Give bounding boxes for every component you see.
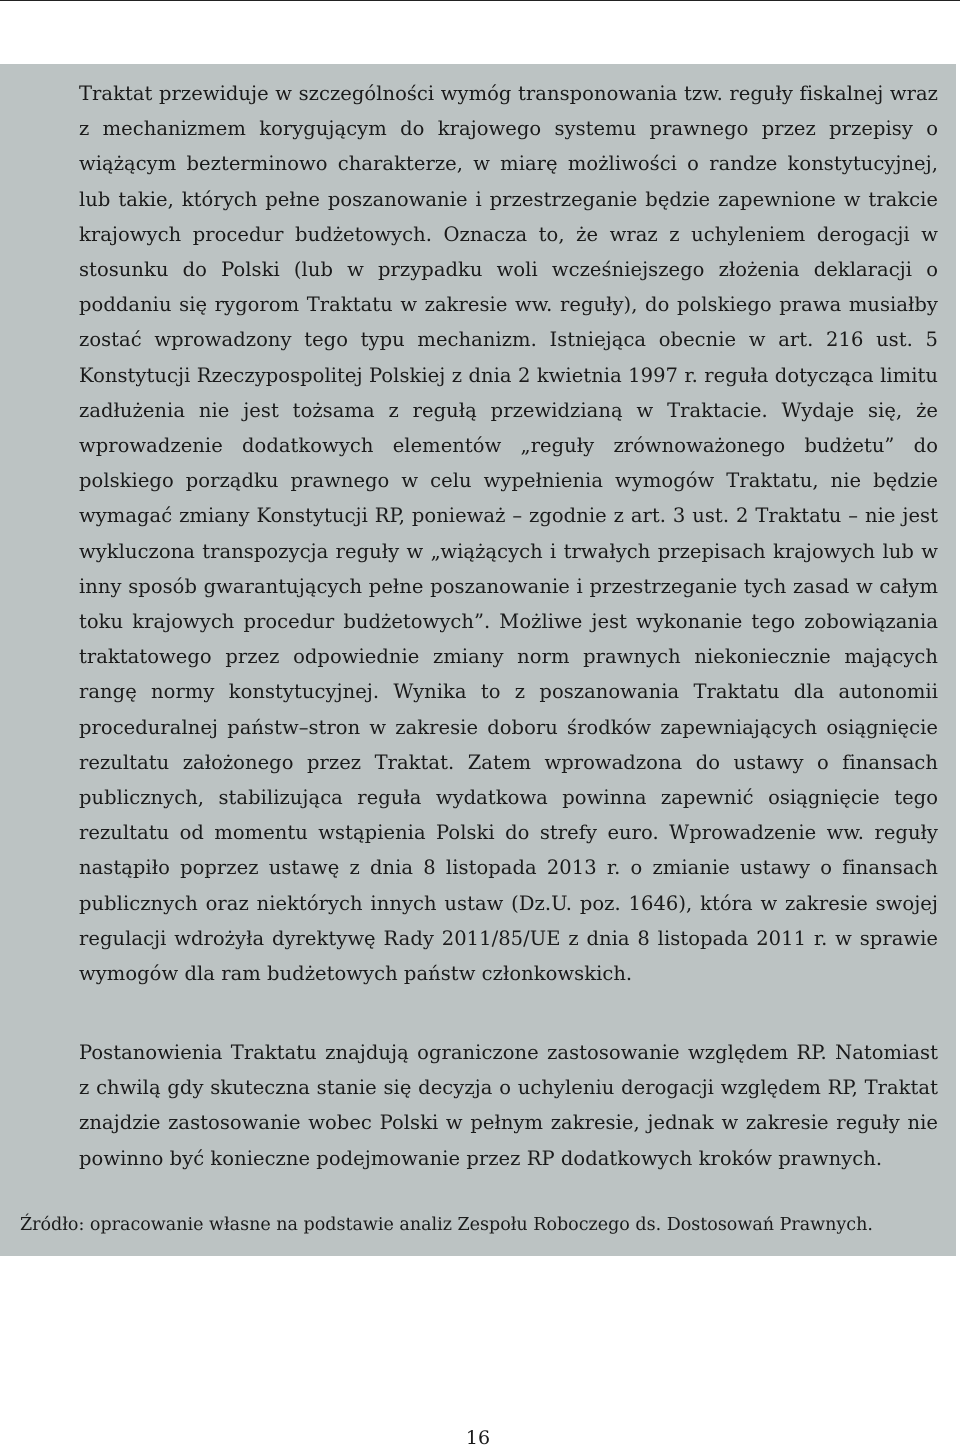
source-note: Źródło: opracowanie własne na podstawie analiz Zespołu Roboczego ds. Dostosowań Prawnych. bbox=[20, 1215, 873, 1235]
top-rule bbox=[0, 0, 960, 1]
page-number: 16 bbox=[465, 1427, 491, 1449]
box-paragraph-2: Postanowienia Traktatu znajdują ograniczone zastosowanie względem RP. Natomiast z chwilą gdy skuteczna stanie się decyzja o uchyleniu derogacji względem RP, Traktat znajdzie zastosowanie wobec Polski w pełnym zakresie, jednak w zakresie reguły nie powinno być konieczne podejmowanie przez RP dodatkowych kroków prawnych. bbox=[79, 1041, 938, 1170]
box-paragraph-1: Traktat przewiduje w szczególności wymóg transponowania tzw. reguły fiskalnej wraz z mechanizmem korygującym do krajowego systemu prawnego przez przepisy o wiążącym bezterminowo charakterze, w miarę możliwości o randze konstytucyjnej, lub takie, których pełne poszanowanie i przestrzeganie będzie zapewnione w trakcie krajowych procedur budżetowych. Oznacza to, że wraz z uchyleniem derogacji w stosunku do Polski (lub w przypadku woli wcześniejszego złożenia deklaracji o poddaniu się rygorom Traktatu w zakresie ww. reguły), do polskiego prawa musiałby zostać wprowadzony tego typu mechanizm. Istniejąca obecnie w art. 216 ust. 5 Konstytucji Rzeczypospolitej Polskiej z dnia 2 kwietnia 1997 r. reguła dotycząca limitu zadłużenia nie jest tożsama z regułą przewidzianą w Traktacie. Wydaje się, że wprowadzenie dodatkowych elementów „reguły zrównoważonego budżetu” do polskiego porządku prawnego w celu wypełnienia wymogów Traktatu, nie będzie wymagać zmiany Konstytucji RP, ponieważ – zgodnie z art. 3 ust. 2 Traktatu – nie jest wykluczona transpozycja reguły w „wiążących i trwałych przepisach krajowych lub w inny sposób gwarantujących pełne poszanowanie i przestrzeganie tych zasad w całym toku krajowych procedur budżetowych”. Możliwe jest wykonanie tego zobowiązania traktatowego przez odpowiednie zmiany norm prawnych niekoniecznie mających rangę normy konstytucyjnej. Wynika to z poszanowania Traktatu dla autonomii proceduralnej państw–stron w zakresie doboru środków zapewniających osiągnięcie rezultatu założonego przez Traktat. Zatem wprowadzona do ustawy o finansach publicznych, stabilizująca reguła wydatkowa powinna zapewnić osiągnięcie tego rezultatu od momentu wstąpienia Polski do strefy euro. Wprowadzenie ww. reguły nastąpiło poprzez ustawę z dnia 8 listopada 2013 r. o zmianie ustawy o finansach publicznych oraz niektórych innych ustaw (Dz.U. poz. 1646), która w zakresie swojej regulacji wdrożyła dyrektywę Rady 2011/85/UE z dnia 8 listopada 2011 r. w sprawie wymogów dla ram budżetowych państw członkowskich. bbox=[79, 82, 938, 986]
